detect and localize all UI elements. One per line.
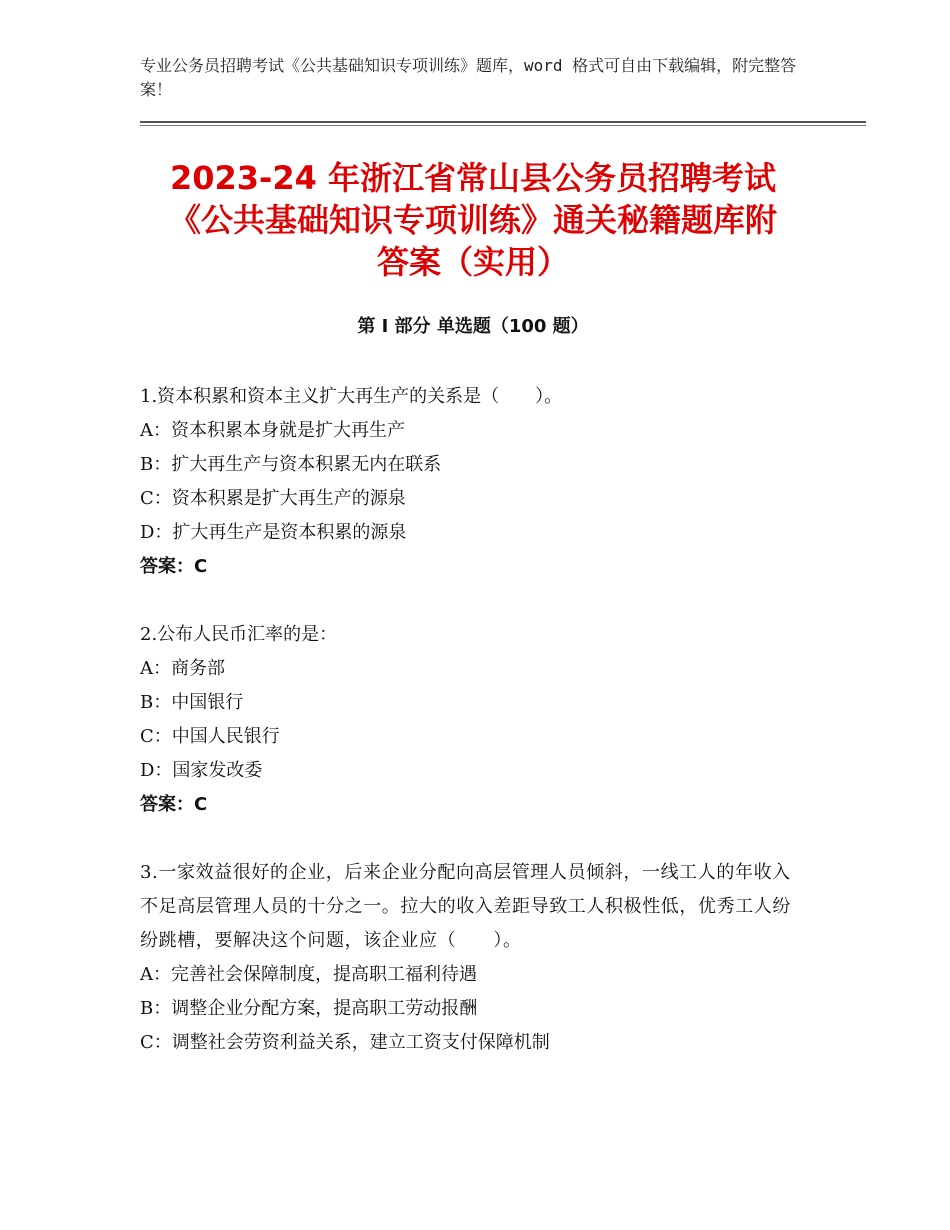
question-list: [140, 380, 806, 1094]
answer: 答案：C: [140, 794, 208, 815]
option-c: C：中国人民银行: [140, 726, 280, 747]
option-b: B：扩大再生产与资本积累无内在联系: [140, 454, 442, 475]
option-a: A：完善社会保障制度，提高职工福利待遇: [140, 964, 477, 985]
option-c: C：调整社会劳资利益关系，建立工资支付保障机制: [140, 1032, 550, 1053]
question-3: [140, 856, 806, 1060]
title-line-3: 答案（实用）: [376, 243, 569, 281]
question-2: [140, 618, 806, 822]
answer: 答案：C: [140, 556, 208, 577]
header-rule-thin: [140, 125, 866, 126]
option-d: D：国家发改委: [140, 760, 263, 781]
section-title: 第 I 部分 单选题（100 题）: [357, 316, 589, 337]
header-rule-thick: [140, 121, 866, 123]
question-stem: 3.一家效益很好的企业，后来企业分配向高层管理人员倾斜，一线工人的年收入不足高层管理人员的十分之一。拉大的收入差距导致工人积极性低，优秀工人纷纷跳槽，要解决这个问题，该企业应（ ）。: [140, 862, 791, 951]
header-note: 专业公务员招聘考试《公共基础知识专项训练》题库，word 格式可自由下载编辑，附完整答案！: [140, 56, 797, 99]
option-d: D：扩大再生产是资本积累的源泉: [140, 522, 407, 543]
title-line-2: 《公共基础知识专项训练》通关秘籍题库附: [168, 201, 777, 239]
question-stem: 1.资本积累和资本主义扩大再生产的关系是（ ）。: [140, 386, 563, 407]
option-b: B：中国银行: [140, 692, 244, 713]
document-title: [140, 157, 806, 283]
question-1: [140, 380, 806, 584]
option-a: A：资本积累本身就是扩大再生产: [140, 420, 405, 441]
question-stem: 2.公布人民币汇率的是：: [140, 624, 338, 645]
option-a: A：商务部: [140, 658, 225, 679]
option-c: C：资本积累是扩大再生产的源泉: [140, 488, 406, 509]
option-b: B：调整企业分配方案，提高职工劳动报酬: [140, 998, 478, 1019]
title-line-1: 2023-24 年浙江省常山县公务员招聘考试: [169, 159, 777, 197]
